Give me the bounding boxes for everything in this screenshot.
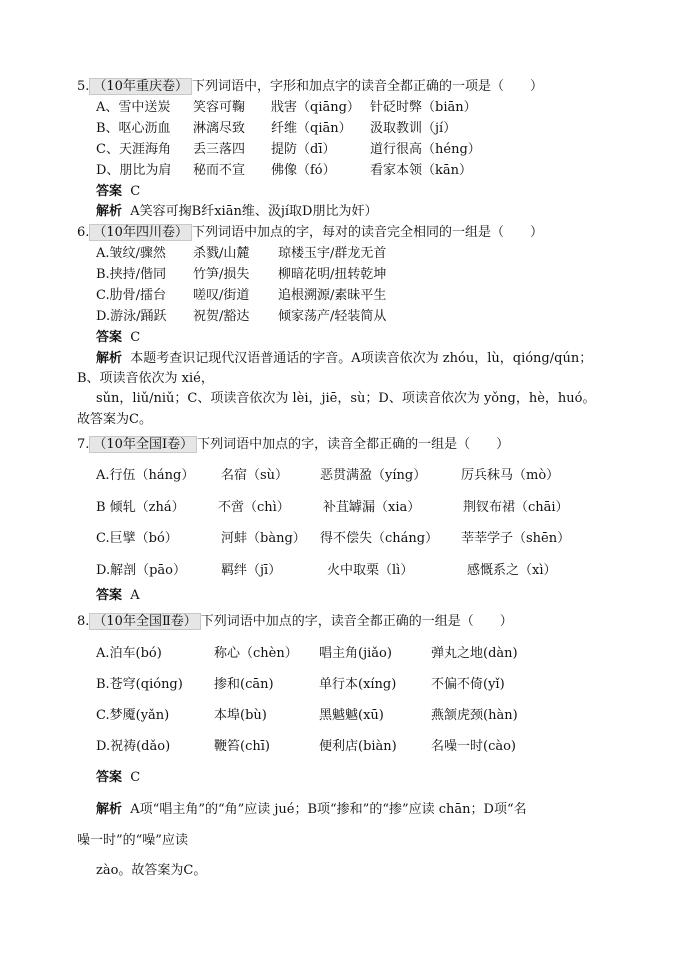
q8-opt-b-4: 不偏不倚(yǐ) [431,677,505,692]
q7-number: 7. [77,437,90,452]
q6-exp-text-1: 本题考查识记现代汉语普通话的字音。A项读音依次为 zhóu，lù，qióng/qún； [130,351,593,366]
q5-exp-text: A笑容可掬B纤xiān维、汲jí取D朋比为奸） [130,204,378,219]
q5-answer-value: C [130,184,141,199]
q8-exp-label: 解析 [96,802,123,817]
q8-opt-d-2: 鞭笞(chī) [214,739,270,754]
q8-opt-b-2: 掺和(cān) [214,677,274,692]
q6-opt-a-3: 琼楼玉宇/群龙无首 [278,246,387,261]
q8-answer-value: C [130,770,141,785]
q5-opt-a-4: 针砭时弊（biān） [370,100,477,115]
q6-opt-c-3: 追根溯源/素昧平生 [278,288,387,303]
q8-exp-text-1: A项“唱主角”的“角”应读 jué；B项“掺和”的“掺”应读 chān；D项“名 [130,802,527,817]
q8-answer [96,769,140,787]
q6-opt-d-1: D.游泳/踊跃 [96,309,167,324]
q8-opt-d-1: D.祝祷(dǎo) [96,739,171,754]
q7-opt-d-2: 羁绊（jī） [221,563,282,578]
q5-opt-c-1: C、天涯海角 [96,142,171,157]
q5-opt-d-1: D、朋比为肩 [96,163,172,178]
q6-opt-c-1: C.肋骨/擂台 [96,288,166,303]
q8-opt-a-4: 弹丸之地(dàn) [431,646,518,661]
q6-opt-d-3: 倾家荡产/轻装简从 [278,309,387,324]
q5-opt-c-3: 提防（dī） [271,142,336,157]
q7-answer [96,587,140,605]
q8-exp-text-3: zào。故答案为C。 [96,863,207,878]
q6-answer-value: C [130,330,141,345]
q6-opt-b-2: 竹笋/损失 [193,267,250,282]
q8-opt-c-3: 黑魆魆(xū) [319,708,384,723]
q6-opt-b-1: B.挟持/偕同 [96,267,167,282]
q7-opt-a-1: A.行伍（háng） [96,468,195,483]
q5-explanation [96,203,377,221]
q8-stem: 下列词语中加点的字，读音全都正确的一组是（ ） [200,614,513,629]
q7-opt-b-2: 不啻（chì） [218,500,290,515]
q6-opt-a-1: A.皱纹/骤然 [96,246,166,261]
q8-opt-a-2: 称心（chèn） [214,646,298,661]
q5-opt-d-2: 秘而不宣 [193,163,246,178]
q5-opt-a-3: 戕害（qiāng） [271,100,360,115]
q5-opt-c-4: 道行很高（héng） [370,142,481,157]
q8-header [77,613,513,631]
q7-opt-d-4: 感慨系之（xì） [467,563,557,578]
q8-opt-c-2: 本埠(bù) [214,708,267,723]
q6-explanation-line-1 [96,350,592,368]
q7-answer-value: A [130,588,140,603]
q6-exp-text-3: sǔn，liǔ/niǔ；C、项读音依次为 lèi，jiē，sù；D、项读音依次为 yǒng，hè，huó。 [96,391,596,406]
q5-opt-d-3: 佛像（fó） [271,163,336,178]
q6-header [77,224,543,242]
q7-opt-a-2: 名宿（sù） [221,468,289,483]
q6-exp-text-2: B、项读音依次为 xié， [77,371,214,386]
q8-opt-b-1: B.苍穹(qióng) [96,677,183,692]
q7-opt-d-1: D.解剖（pāo） [96,563,186,578]
q8-opt-a-1: A.泊车(bó) [96,646,162,661]
q6-answer [96,329,140,347]
q7-opt-b-3: 补苴罅漏（xia） [323,500,421,515]
q8-opt-b-3: 单行本(xíng) [319,677,397,692]
q7-opt-c-4: 莘莘学子（shēn） [461,531,571,546]
q6-opt-a-2: 杀戮/山麓 [193,246,250,261]
q6-number: 6. [77,225,90,240]
q7-opt-c-3: 得不偿失（cháng） [320,531,439,546]
q8-explanation-line-1 [96,801,527,819]
q6-exp-text-4: 故答案为C。 [77,412,152,427]
q5-opt-b-1: B、呕心沥血 [96,121,171,136]
q5-opt-b-2: 淋漓尽致 [193,121,246,136]
q5-opt-c-2: 丢三落四 [193,142,246,157]
q5-opt-a-1: A、雪中送炭 [96,100,171,115]
q5-answer [96,183,140,201]
q5-stem: 下列词语中，字形和加点字的读音全都正确的一项是（ ） [191,79,543,94]
q5-opt-b-3: 纤维（qiān） [271,121,352,136]
q7-source-tag: （10年全国Ⅰ卷） [89,436,197,453]
q8-opt-a-3: 唱主角(jiǎo) [319,646,392,661]
q6-answer-label: 答案 [96,330,123,345]
q8-answer-label: 答案 [96,770,123,785]
q7-opt-d-3: 火中取栗（lì） [327,563,414,578]
q8-source-tag: （10年全国Ⅱ卷） [89,613,200,630]
q5-header [77,78,543,96]
q7-opt-b-4: 荆钗布裙（chāi） [463,500,569,515]
q7-opt-b-1: B 倾轧（zhá） [96,500,185,515]
q7-header [77,436,509,454]
q5-source-tag: （10年重庆卷） [89,78,192,95]
q8-opt-d-4: 名噪一时(cào) [431,739,517,754]
q5-opt-a-2: 笑容可鞠 [193,100,246,115]
q7-opt-a-3: 恶贯满盈（yíng） [320,468,427,483]
q5-answer-label: 答案 [96,184,123,199]
q7-opt-c-2: 河蚌（bàng） [221,531,306,546]
q7-answer-label: 答案 [96,588,123,603]
q6-opt-c-2: 嗟叹/街道 [193,288,250,303]
q6-source-tag: （10年四川卷） [89,224,192,241]
q7-opt-c-1: C.巨擘（bó） [96,531,178,546]
q8-opt-c-1: C.梦魇(yǎn) [96,708,170,723]
q8-opt-d-3: 便利店(biàn) [319,739,397,754]
q5-number: 5. [77,79,90,94]
q8-number: 8. [77,614,90,629]
q6-opt-d-2: 祝贺/豁达 [193,309,250,324]
q7-stem: 下列词语中加点的字，读音全都正确的一组是（ ） [197,437,510,452]
q6-opt-b-3: 柳暗花明/扭转乾坤 [278,267,387,282]
q7-opt-a-4: 厉兵秣马（mò） [461,468,560,483]
q8-exp-text-2: 噪一时”的“噪”应读 [77,833,188,848]
q6-exp-label: 解析 [96,351,123,366]
q5-exp-label: 解析 [96,204,123,219]
q5-opt-d-4: 看家本领（kān） [370,163,473,178]
q5-opt-b-4: 汲取教训（jí） [370,121,457,136]
q8-opt-c-4: 燕颔虎颈(hàn) [431,708,518,723]
q6-stem: 下列词语中加点的字，每对的读音完全相同的一组是（ ） [191,225,543,240]
